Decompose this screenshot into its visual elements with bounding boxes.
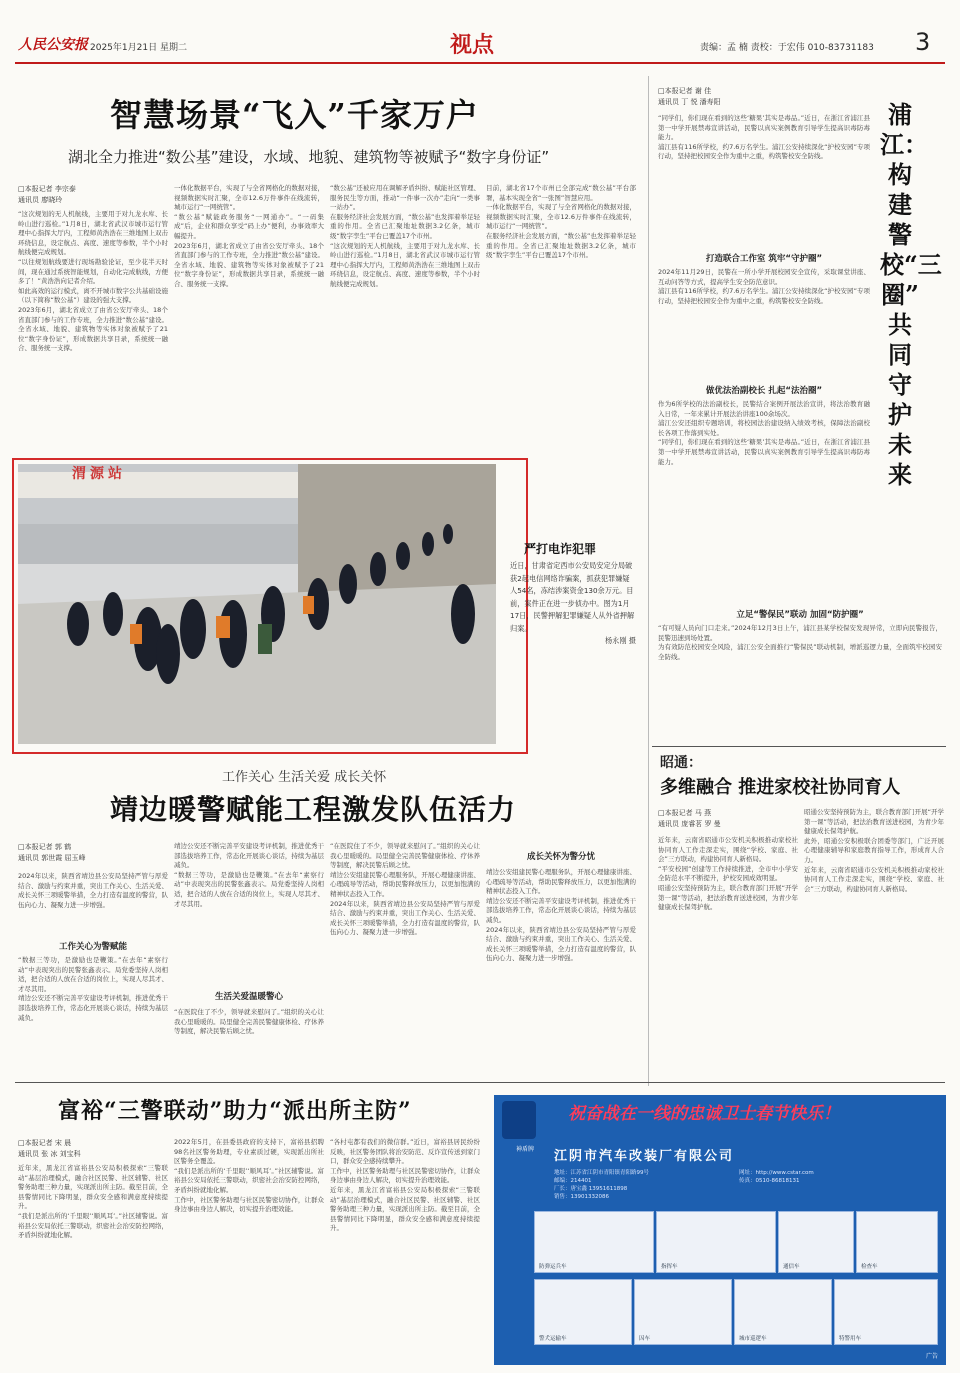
headline-jingbian: 靖边暖警赋能工程激发队伍活力 (110, 793, 517, 826)
byline-reporter: □本报记者 郭 鹤 (18, 843, 72, 851)
paragraph: 近年来，黑龙江省富裕县公安局积极探索“三警联动”基层治理模式，融合社区民警、社区辅警、社区警务助理三种力量，实现派出所主防。截至目前，全县警情同比下降明显，群众安全感和满意度持续提升。 (18, 1164, 168, 1211)
ad-vehicle-label: 检查车 (861, 1264, 878, 1270)
paragraph: 此外，昭通公安积极联合团委等部门，广泛开展心理健康辅导和家庭教育指导工作，形成育人合力。 (804, 836, 944, 864)
article2-col1b (18, 956, 168, 1076)
sidebar-divider (652, 746, 946, 747)
paragraph: 工作中，社区警务助理与社区民警密切协作，让群众身边事由身边人解决，切实提升治理效能。 (330, 1166, 480, 1185)
article1-col4 (486, 184, 636, 448)
ad-vehicle-label: 指挥车 (661, 1264, 678, 1270)
ad-director: 厂长：唐宝鑫 13951611898 (554, 1186, 628, 1192)
advertisement (494, 1095, 946, 1365)
ad-vehicle-label: 防弹运兵车 (539, 1264, 567, 1270)
sidebar-headline: 浦江：构建警校“三圈” 共同守护未来 (880, 100, 942, 489)
zhaotong-kicker: 昭通： (660, 755, 702, 771)
paragraph: 浦江县有116所学校，约7.6万名学生。浦江公安持续深化“护校安园”专项行动，坚持把校园安全作为重中之重，构筑警校安全防线。 (658, 287, 870, 305)
ad-vehicle-3 (778, 1211, 854, 1273)
ad-vehicle-label: 通信车 (783, 1264, 800, 1270)
paragraph: 2024年以来，陕西省靖边县公安局坚持严管与厚爱结合、激励与约束并重，突出工作关心、生活关爱、成长关怀三项暖警举措，全力打造有温度的警营，队伍向心力、凝聚力进一步增强。 (330, 899, 480, 937)
ad-vehicle-4 (856, 1211, 938, 1273)
column-divider (648, 76, 649, 1086)
byline-reporter: □本报记者 马 燕 (658, 809, 712, 817)
paragraph: 靖边公安组建民警心理服务队，开展心理健康讲座、心理疏导等活动，帮助民警释放压力，以更加饱满的精神状态投入工作。 (486, 868, 636, 896)
article2-subhead-work: 工作关心为警赋能 (58, 942, 127, 952)
sidebar-col-b (658, 268, 870, 378)
paragraph: 浦江县有116所学校，约7.6万名学生。浦江公安持续深化“护校安园”专项行动，坚持把校园安全作为重中之重，构筑警校安全防线。 (658, 142, 870, 161)
paragraph: 靖边公安还不断完善平安建设考评机制，推进优秀干部选拔培养工作，常态化开展谈心谈话，持续为基层减负。 (174, 842, 324, 870)
paragraph: 昭通公安坚持预防为主，联合教育部门开展“开学第一课”等活动，把法治教育送进校园，为青少年健康成长保驾护航。 (804, 808, 944, 836)
ad-vehicle-2 (656, 1211, 776, 1273)
ad-vehicle-label: 囚车 (639, 1336, 651, 1342)
byline-correspondent: 通讯员 廖晓玲 (18, 196, 63, 204)
headline-smart-scene: 智慧场景“飞入”千家万户 (110, 96, 479, 134)
ad-vehicle-1 (534, 1211, 654, 1273)
paragraph: “各村屯都有我们的微信群。”近日，富裕县居民纷纷反映，社区警务团队将治安防范、反诈宣传送到家门口，群众安全感持续攀升。 (330, 1138, 480, 1166)
sidebar-byline (658, 86, 721, 108)
photo-caption (510, 560, 636, 648)
article2-kicker: 工作关心 生活关爱 成长关怀 (222, 770, 387, 785)
ad-vehicle-label: 警犬运输车 (539, 1336, 567, 1342)
station-sign: 渭源站 (72, 466, 126, 482)
byline-correspondent: 通讯员 郭世霞 屈玉峰 (18, 854, 86, 862)
zhaotong-col2 (804, 808, 944, 1076)
paragraph: “这次规划的无人机航线，主要用于对九龙水库、长岭山进行巡检。”1月8日，湖北省武汉市城市运行管理中心指挥大厅内，工程师黄浩浩在三维地图上双击环绕信息，设定航点、高度、速度等参数，半个小时航线便完成规划。 (330, 241, 480, 288)
sidebar-subhead-protect: 立足“警保民”联动 加固“防护圈” (736, 610, 864, 620)
ad-label: 广告 (926, 1353, 939, 1360)
newspaper-logo: 人民公安报 (18, 37, 88, 53)
paragraph: 2023年6月，湖北省成立了由省公安厅牵头、18个省直部门参与的工作专班，全力推进“数公基”建设。全省水域、地貌、建筑物等实体对象被赋予了21位“数字身份证”，形成数据共享目录，系统统一融合、服务统一支撑。 (18, 305, 168, 353)
paragraph: 靖边公安还不断完善平安建设考评机制，推进优秀干部选拔培养工作，常态化开展谈心谈话，持续为基层减负。 (486, 896, 636, 924)
ad-sales: 销售：13901332086 (554, 1194, 609, 1200)
paragraph: 靖边公安组建民警心理服务队，开展心理健康讲座、心理疏导等活动，帮助民警释放压力，以更加饱满的精神状态投入工作。 (330, 870, 480, 898)
section-divider (15, 1082, 945, 1083)
sidebar-subhead-law: 做优法治副校长 扎起“法治圈” (705, 386, 823, 396)
paragraph: “数据三等功，是激励也是鞭策。”在去年“素察行动”中表现突出的民警张鑫表示。局党委坚持人岗相适，把合适的人放在合适的岗位上，实现人尽其才、才尽其用。 (18, 956, 168, 993)
paragraph: 目前，湖北省17个市州已全部完成“数公基”平台部署，基本实现全省“一张图”智慧应用。 (486, 184, 636, 202)
paragraph: “数公基”赋能政务服务“一网通办”。“一码集成”后，企业和群众享受“码上办”便利，办事效率大幅提升。 (174, 212, 324, 240)
ad-brand: 神盾牌 (516, 1146, 535, 1153)
photo-caption-title: 严打电诈犯罪 (524, 542, 597, 556)
article2-col2a (174, 842, 324, 982)
article2-subhead-life: 生活关爱温暖警心 (214, 992, 283, 1002)
paragraph: “在医院住了不少，领导就来慰问了。”组织的关心让我心里暖暖的。局里健全完善民警健康体检、疗休养等制度，解决民警后顾之忧。 (330, 842, 480, 870)
editor-credits: 责编：孟 楠 责校：于宏伟 010-83731183 (700, 43, 874, 53)
paragraph: 2022年5月，在县委县政府的支持下，富裕县招聘98名社区警务助理，专业素质过硬，实现派出所社区警务全覆盖。 (174, 1138, 324, 1166)
paragraph: 浦江公安还组织专题培训，将校园法治建设纳入绩效考核，保障法治副校长各项工作落到实处。 (658, 419, 870, 437)
paragraph: “我们是派出所的‘千里眼’‘顺风耳’。”社区辅警说。富裕县公安局依托三警联动，织密社会治安防控网络，矛盾纠纷就地化解。 (18, 1211, 168, 1240)
byline-correspondent: 通讯员 丁 悦 潘寿阳 (658, 98, 721, 106)
paragraph: “同学们，你们现在看到的这些‘糖果’其实是毒品。”近日，在浙江省浦江县第一中学开展禁毒宣讲活动，民警以真实案例教育引导学生提高识毒防毒能力。 (658, 114, 870, 142)
ad-postcode: 邮编：214401 (554, 1178, 592, 1184)
paragraph: 在服务经济社会发展方面，“数公基”也发挥着举足轻重的作用。全省已汇聚地址数据3.2亿条，城市级“数字孪生”平台已覆盖17个市州。 (330, 212, 480, 240)
sidebar-col-c (658, 400, 870, 602)
police-escort-photo (18, 464, 496, 744)
issue-date: 2025年1月21日 星期二 (90, 43, 187, 53)
paragraph: 如此高效的运行模式，离不开城市数字公共基础设施（以下简称“数公基”）建设的强大支撑。 (18, 286, 168, 305)
byline-correspondent: 通讯员 张 冰 刘宝科 (18, 1150, 81, 1158)
ad-website: 网址：http://www.cstar.com (739, 1170, 814, 1176)
sidebar-subhead-guard: 打造联合工作室 筑牢“守护圈” (705, 254, 823, 264)
paragraph: 一体化数据平台，实现了与全省网格化的数据对接，视频数据实时汇聚，全市12.6万件事件在线流转，城市运行“一网统管”。 (174, 184, 324, 212)
paragraph: 近年来，黑龙江省富裕县公安局积极探索“三警联动”基层治理模式，融合社区民警、社区辅警、社区警务助理三种力量，实现派出所主防。截至目前，全县警情同比下降明显，群众安全感和满意度持续提升。 (330, 1185, 480, 1233)
paragraph: “同学们，你们现在看到的这些‘糖果’其实是毒品。”近日，在浙江省浦江县第一中学开展禁毒宣讲活动，民警以真实案例教育引导学生提高识毒防毒能力。 (658, 438, 870, 466)
byline-reporter: □本报记者 李宗泰 (18, 185, 76, 193)
paragraph: 工作中，社区警务助理与社区民警密切协作，让群众身边事由身边人解决，切实提升治理效能。 (174, 1195, 324, 1214)
article2-col1a (18, 872, 168, 932)
article1-byline (18, 184, 76, 206)
article1-col1 (18, 210, 168, 448)
paragraph: “有可疑人员向门口走来。”2024年12月3日上午，浦江县某学校保安发现异常，立即向民警报告，民警迅速到场处置。 (658, 624, 942, 642)
header-rule (15, 62, 945, 64)
ad-vehicle-label: 特警用车 (839, 1336, 862, 1342)
sidebar-col-d (658, 624, 942, 740)
ad-greeting: 祝奋战在一线的忠诚卫士春节快乐！ (568, 1104, 840, 1124)
paragraph: 为有效防范校园安全风险，浦江公安全面推行“警保民”联动机制，增派巡逻力量，全面筑牢校园安全防线。 (658, 643, 942, 661)
paragraph: “我们是派出所的‘千里眼’‘顺风耳’。”社区辅警说。富裕县公安局依托三警联动，织密社会治安防控网络，矛盾纠纷就地化解。 (174, 1166, 324, 1194)
article3-col1 (18, 1164, 168, 1364)
article2-col3 (330, 842, 480, 1076)
zhaotong-byline (658, 808, 721, 830)
paragraph: “在医院住了不少，领导就来慰问了。”组织的关心让我心里暖暖的。局里健全完善民警健康体检、疗休养等制度，解决民警后顾之忧。 (174, 1008, 324, 1036)
ad-contact-right (739, 1169, 919, 1185)
paragraph: 昭通公安坚持预防为主，联合教育部门开展“开学第一课”等活动，把法治教育送进校园，为青少年健康成长保驾护航。 (658, 883, 798, 912)
article3-col3 (330, 1138, 480, 1364)
article2-byline (18, 842, 85, 864)
ad-vehicle-label: 城市巡逻车 (739, 1336, 767, 1342)
ad-company: 江阴市汽车改装厂有限公司 (554, 1149, 735, 1164)
article1-col2 (174, 184, 324, 448)
paragraph: 靖边公安还不断完善平安建设考评机制，推进优秀干部选拔培养工作，常态化开展谈心谈话，持续为基层减负。 (18, 994, 168, 1022)
zhaotong-headline: 多维融合 推进家校社协同育人 (660, 777, 901, 798)
paragraph: 一体化数据平台，实现了与全省网格化的数据对接，视频数据实时汇聚，全市12.6万件事件在线流转，城市运行“一网统管”。 (486, 203, 636, 231)
ad-vehicle-5 (534, 1279, 632, 1345)
paragraph: 近年来，云南省昭通市公安机关积极推动家校社协同育人工作走深走实，围绕“学校、家庭、社会”三方联动，构建协同育人新格局。 (658, 836, 798, 864)
ad-vehicle-7 (734, 1279, 832, 1345)
paragraph: 作为6所学校的法治副校长，民警结合案例开展法治宣讲，将法治教育融入日常，一年来累计开展法治讲座100余场次。 (658, 400, 870, 418)
ad-address: 地址：江苏省江阴市青阳镇青阳路99号 (554, 1170, 649, 1176)
ad-vehicle-8 (834, 1279, 938, 1345)
article2-col4 (486, 868, 636, 1076)
headline-fuyu: 富裕“三警联动”助力“派出所主防” (58, 1098, 412, 1124)
paragraph: “平安校园”创建等工作持续推进，全市中小学安全防范水平不断提升，护校安园成效明显。 (658, 864, 798, 883)
headline-smart-scene-subtitle: 湖北全力推进“数公基”建设，水域、地貌、建筑物等被赋予“数字身份证” (68, 148, 550, 166)
paragraph: “以往规划航线要进行现场勘验论证，至少花半天时间，现在通过系统智能规划，自动化完成航线，方便多了！”黄浩浩向记者介绍。 (18, 257, 168, 286)
ad-contact-left (554, 1169, 734, 1201)
ad-fax: 传真：0510-86818131 (739, 1178, 800, 1184)
shield-logo-icon (502, 1101, 536, 1139)
article1-col3 (330, 184, 480, 448)
article3-byline (18, 1138, 81, 1160)
paragraph: 2023年6月，湖北省成立了由省公安厅牵头、18个省直部门参与的工作专班，全力推进“数公基”建设。全省水域、地貌、建筑物等实体对象被赋予了21位“数字身份证”，形成数据共享目录，系统统一融合、服务统一支撑。 (174, 241, 324, 288)
paragraph: 2024年以来，陕西省靖边县公安局坚持严管与厚爱结合、激励与约束并重，突出工作关心、生活关爱、成长关怀三项暖警举措，全力打造有温度的警营，队伍向心力、凝聚力进一步增强。 (486, 925, 636, 963)
byline-correspondent: 通讯员 庞睿茗 罗 曼 (658, 820, 721, 828)
paragraph: 2024年以来，陕西省靖边县公安局坚持严管与厚爱结合、激励与约束并重，突出工作关心、生活关爱、成长关怀三项暖警举措，全力打造有温度的警营，队伍向心力、凝聚力进一步增强。 (18, 872, 168, 909)
photo-credit: 杨永刚 摄 (604, 636, 636, 645)
byline-reporter: □本报记者 谢 佳 (658, 87, 712, 95)
paragraph: 2024年11月29日，民警在一所小学开展校园安全宣传，采取课堂讲座、互动问答等方式，提高学生安全防范意识。 (658, 268, 870, 286)
paragraph: “这次规划的无人机航线，主要用于对九龙水库、长岭山进行巡检。”1月8日，湖北省武汉市城市运行管理中心指挥大厅内，工程师黄浩浩在三维地图上双击环绕信息，设定航点、高度、速度等参数，半个小时航线便完成规划。 (18, 210, 168, 257)
paragraph: 近年来，云南省昭通市公安机关积极推动家校社协同育人工作走深走实，围绕“学校、家庭、社会”三方联动，构建协同育人新格局。 (804, 865, 944, 893)
page-number: 3 (915, 28, 931, 56)
sidebar-col-a (658, 114, 870, 248)
paragraph: “数据三等功，是激励也是鞭策。”在去年“素察行动”中表现突出的民警张鑫表示。局党委坚持人岗相适，把合适的人放在合适的岗位上，实现人尽其才、才尽其用。 (174, 870, 324, 908)
paragraph: 在服务经济社会发展方面，“数公基”也发挥着举足轻重的作用。全省已汇聚地址数据3.2亿条，城市级“数字孪生”平台已覆盖17个市州。 (486, 231, 636, 260)
paragraph: “数公基”还被应用在调解矛盾纠纷、赋能社区管理、服务民生等方面，推动“一件事一次办”走向“一类事一站办”。 (330, 184, 480, 212)
article2-col2b (174, 1008, 324, 1076)
news-photo (18, 464, 496, 749)
photo-caption-text: 近日，甘肃省定西市公安局安定分局破获2起电信网络诈骗案，抓获犯罪嫌疑人54名，冻结涉案资金130余万元。目前，案件正在进一步侦办中。图为1月17日，民警押解犯罪嫌疑人从外省押解归案。 (510, 561, 635, 633)
article3-col2 (174, 1138, 324, 1364)
zhaotong-col1 (658, 836, 798, 1076)
ad-vehicle-6 (634, 1279, 732, 1345)
byline-reporter: □本报记者 宋 晨 (18, 1139, 72, 1147)
section-title: 视点 (450, 32, 495, 58)
article2-subhead-growth: 成长关怀为警分忧 (526, 852, 595, 862)
